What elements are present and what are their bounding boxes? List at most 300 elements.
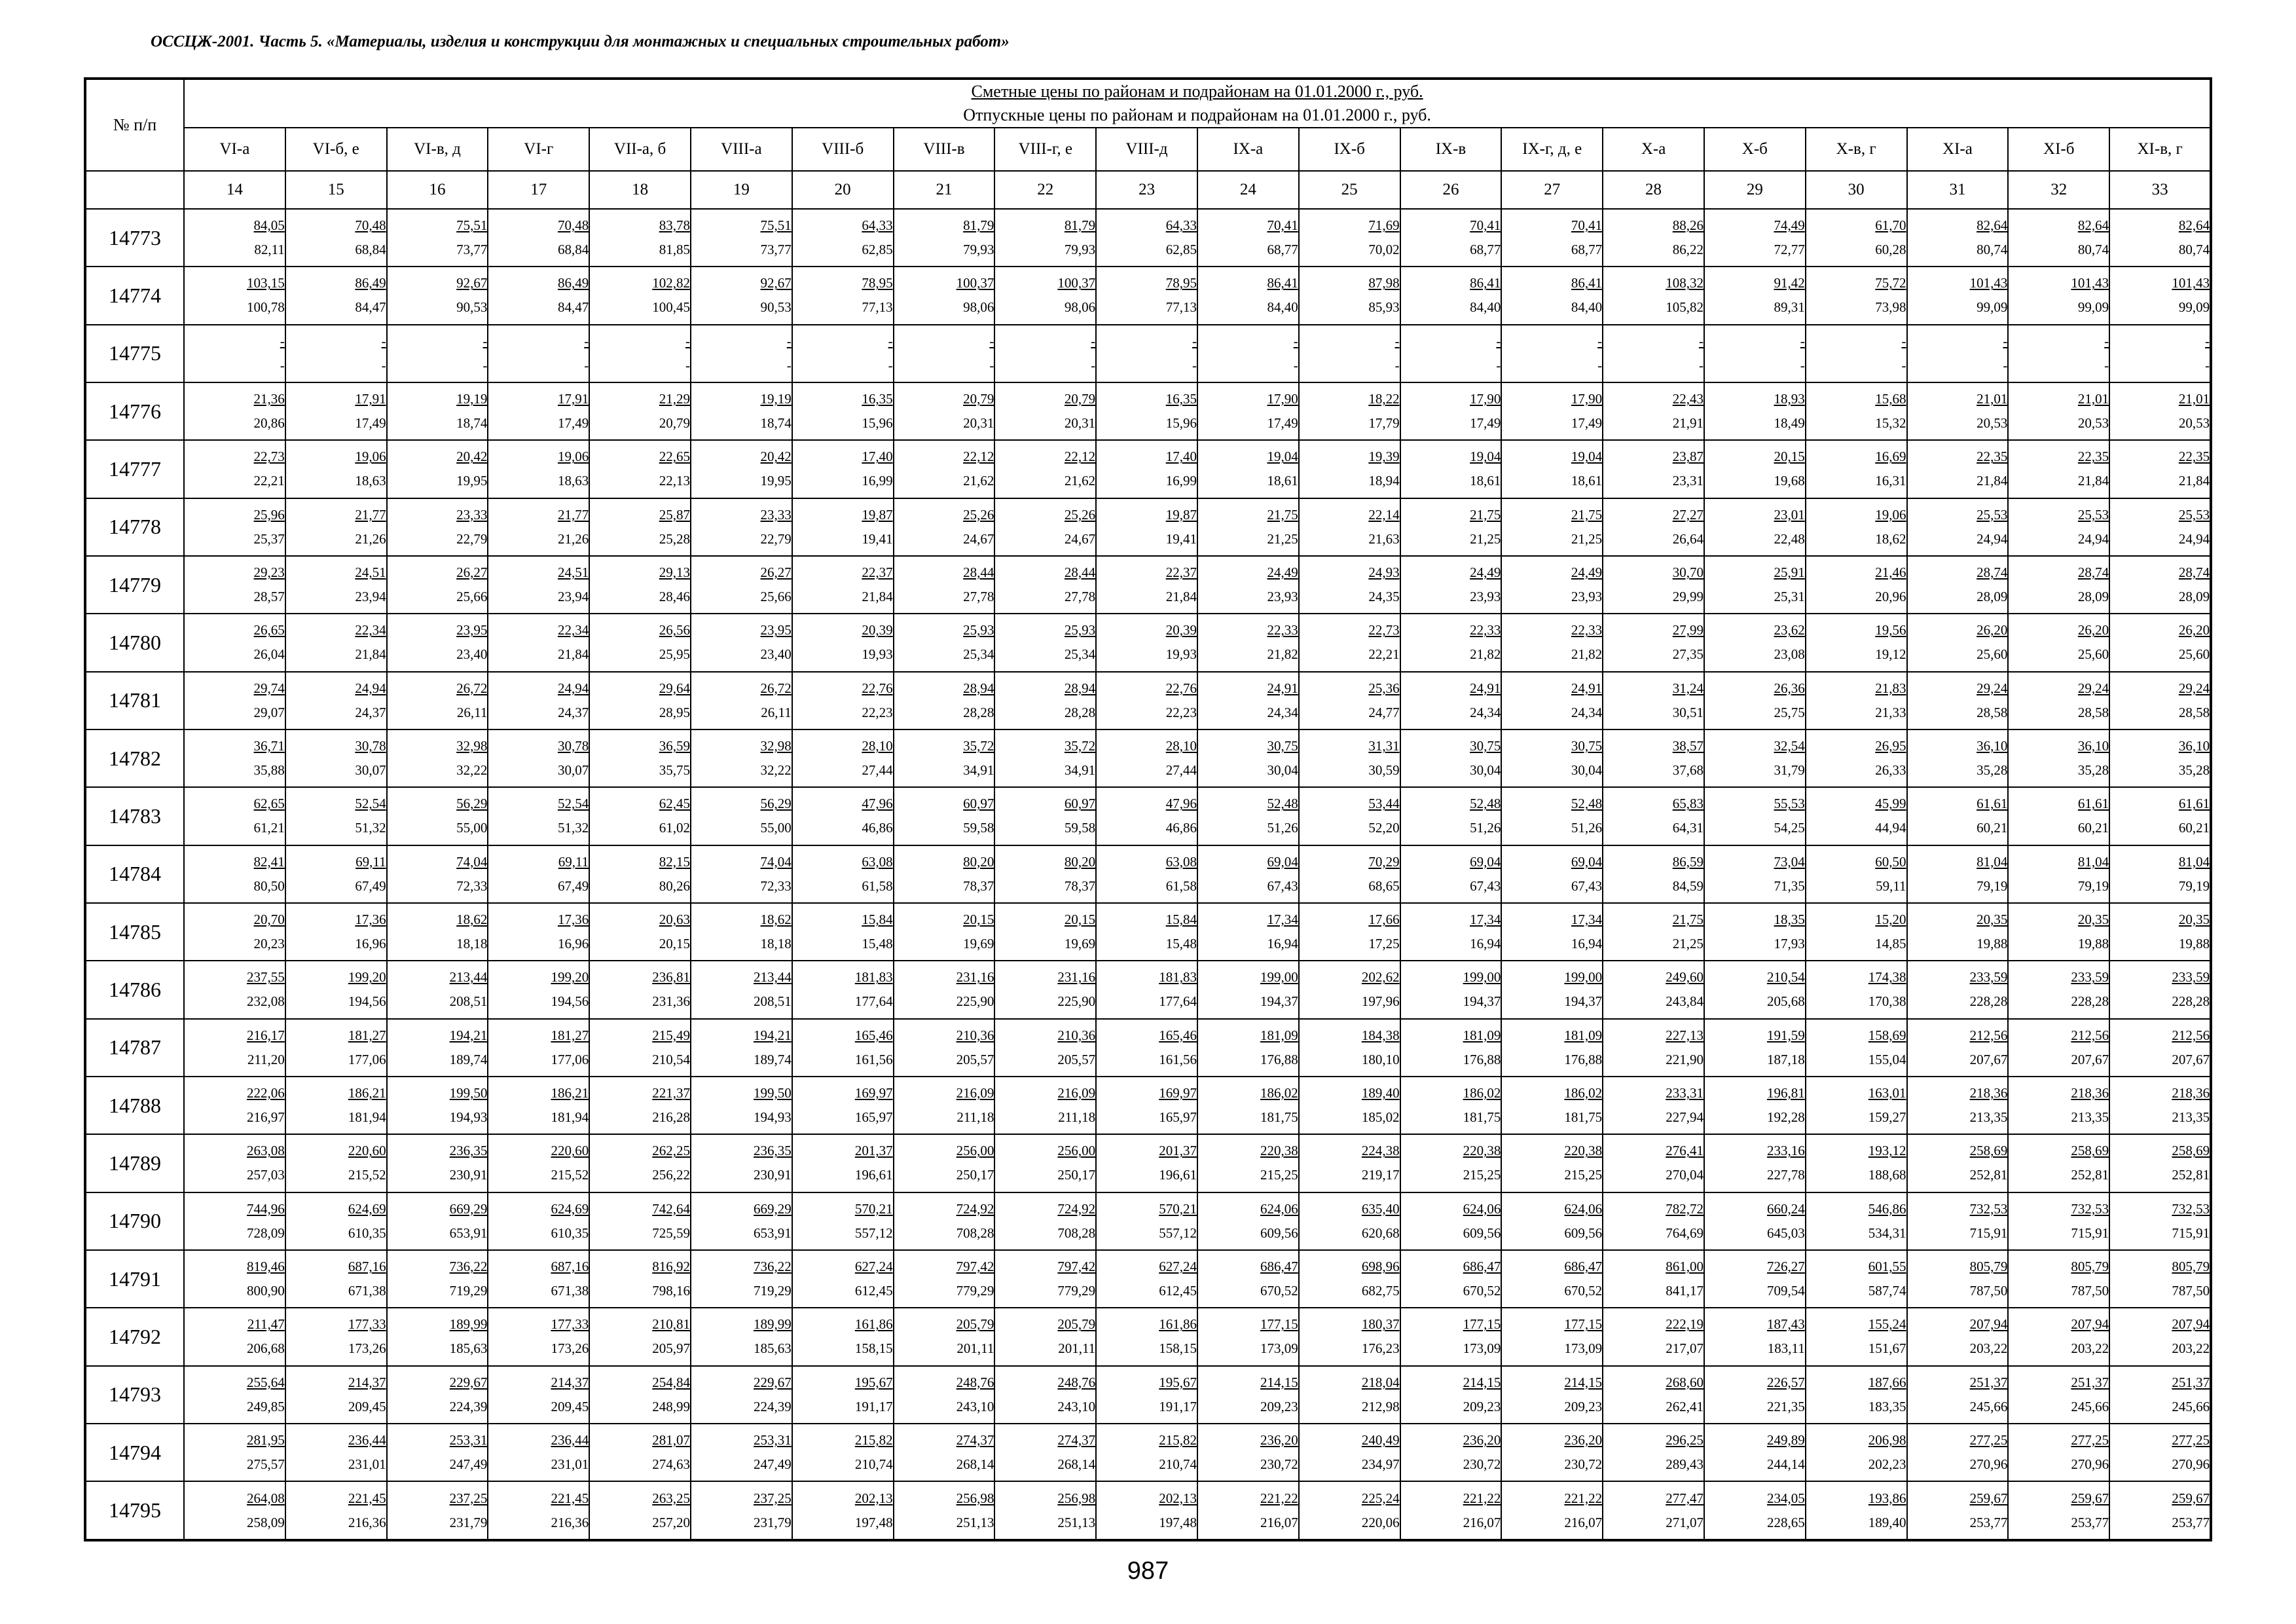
estimate-price: 216,17 <box>247 1027 285 1043</box>
price-cell <box>387 1250 488 1308</box>
price-cell <box>2109 787 2211 845</box>
estimate-price: 63,08 <box>862 853 893 870</box>
release-price: 72,77 <box>1774 242 1805 258</box>
region-header: VI-а <box>184 128 285 171</box>
price-cell <box>994 556 1096 614</box>
estimate-price: 189,99 <box>754 1316 792 1333</box>
price-cell <box>184 1019 285 1077</box>
table-row <box>85 961 2211 1018</box>
price-cell <box>1603 325 1704 382</box>
estimate-price: 221,22 <box>1564 1490 1603 1506</box>
estimate-price: 165,46 <box>1159 1027 1197 1043</box>
price-cell <box>285 614 387 671</box>
release-price: 20,53 <box>2077 415 2109 432</box>
price-cell <box>1603 614 1704 671</box>
release-price: - <box>1901 357 1906 373</box>
region-header: VII-а, б <box>589 128 691 171</box>
release-price: 98,06 <box>1064 299 1096 316</box>
release-price: 84,47 <box>355 299 386 316</box>
estimate-price: 207,94 <box>2071 1316 2109 1333</box>
release-price: 19,93 <box>1165 646 1197 663</box>
estimate-price: 277,25 <box>2172 1432 2210 1449</box>
estimate-price: 22,37 <box>862 564 893 581</box>
release-price: 79,93 <box>963 242 994 258</box>
table-row <box>85 845 2211 903</box>
estimate-price: 165,46 <box>854 1027 893 1043</box>
estimate-price: 103,15 <box>247 275 285 291</box>
price-cell <box>1907 267 2009 324</box>
price-cell <box>691 498 792 556</box>
estimate-price: 75,72 <box>1875 275 1906 291</box>
price-cell <box>1096 672 1197 729</box>
price-cell <box>589 1366 691 1424</box>
price-cell <box>2008 440 2109 498</box>
release-price: 19,69 <box>963 936 994 952</box>
price-cell <box>994 729 1096 787</box>
price-cell <box>387 556 488 614</box>
price-cell <box>792 1192 894 1250</box>
estimate-price: 218,36 <box>2071 1085 2109 1101</box>
price-cell <box>387 498 488 556</box>
estimate-price: 86,41 <box>1470 275 1501 291</box>
estimate-price: 216,09 <box>956 1085 994 1101</box>
release-price: 234,97 <box>1361 1456 1400 1473</box>
estimate-price: 70,41 <box>1267 217 1298 234</box>
release-price: 228,28 <box>2172 993 2210 1010</box>
price-cell <box>1501 1134 1603 1192</box>
estimate-price: 47,96 <box>1165 796 1197 812</box>
release-price: 16,94 <box>1267 936 1298 952</box>
release-price: 19,88 <box>1977 936 2008 952</box>
price-cell <box>589 672 691 729</box>
price-cell <box>994 1366 1096 1424</box>
table-row <box>85 209 2211 267</box>
release-price: 24,67 <box>963 530 994 547</box>
region-header: VIII-д <box>1096 128 1197 171</box>
price-cell <box>1806 1481 1907 1540</box>
release-price: - <box>1597 357 1603 373</box>
price-cell <box>1704 209 1806 267</box>
estimate-price: 25,26 <box>1064 506 1096 523</box>
price-cell <box>2008 903 2109 961</box>
estimate-price: 36,10 <box>2178 738 2210 754</box>
estimate-price: 214,37 <box>348 1374 386 1390</box>
estimate-price: 237,25 <box>449 1490 488 1506</box>
release-price: 270,96 <box>2071 1456 2109 1473</box>
price-cell <box>994 382 1096 440</box>
estimate-price: 262,25 <box>652 1143 690 1159</box>
price-cell <box>2109 267 2211 324</box>
release-price: 213,35 <box>2172 1109 2210 1126</box>
row-number: 14792 <box>85 1308 184 1365</box>
row-number: 14773 <box>85 209 184 267</box>
price-cell <box>1907 614 2009 671</box>
price-cell <box>589 267 691 324</box>
price-cell <box>2109 1250 2211 1308</box>
price-cell <box>1603 1077 1704 1134</box>
release-price: 18,74 <box>760 415 792 432</box>
price-cell <box>792 209 894 267</box>
estimate-price: 16,69 <box>1875 449 1906 465</box>
price-cell <box>184 1481 285 1540</box>
estimate-price: 236,35 <box>449 1143 488 1159</box>
price-cell <box>691 672 792 729</box>
column-number: 20 <box>792 171 894 209</box>
estimate-price: 25,53 <box>2178 506 2210 523</box>
estimate-price: 205,79 <box>956 1316 994 1333</box>
estimate-price: 22,33 <box>1267 622 1298 638</box>
estimate-price: 236,44 <box>551 1432 589 1449</box>
release-price: 61,58 <box>1165 877 1197 894</box>
column-number: 21 <box>894 171 995 209</box>
release-price: 17,49 <box>355 415 386 432</box>
price-cell <box>1907 787 2009 845</box>
row-number: 14788 <box>85 1077 184 1134</box>
estimate-price: 69,04 <box>1470 853 1501 870</box>
release-price: 15,48 <box>862 936 893 952</box>
release-price: 68,77 <box>1267 242 1298 258</box>
release-price: 15,96 <box>862 415 893 432</box>
estimate-price: 635,40 <box>1361 1200 1400 1217</box>
price-cell <box>2109 1481 2211 1540</box>
estimate-price: 20,42 <box>456 449 488 465</box>
estimate-price: 22,76 <box>1165 680 1197 696</box>
release-price: 28,28 <box>1064 704 1096 720</box>
table-row <box>85 267 2211 324</box>
estimate-price: 52,48 <box>1470 796 1501 812</box>
release-price: 216,97 <box>247 1109 285 1126</box>
price-cell <box>1299 1077 1400 1134</box>
price-cell <box>1400 325 1502 382</box>
price-cell <box>1603 1134 1704 1192</box>
estimate-price: 47,96 <box>862 796 893 812</box>
price-cell <box>387 729 488 787</box>
estimate-price: 82,41 <box>253 853 285 870</box>
price-cell <box>994 1134 1096 1192</box>
estimate-price: 249,89 <box>1767 1432 1805 1449</box>
column-number-row <box>85 171 2211 209</box>
estimate-price: 627,24 <box>1159 1259 1197 1275</box>
release-price: 25,34 <box>1064 646 1096 663</box>
price-cell <box>387 1019 488 1077</box>
release-price: 14,85 <box>1875 936 1906 952</box>
region-header: VIII-в <box>894 128 995 171</box>
estimate-price: 220,60 <box>551 1143 589 1159</box>
estimate-price: 82,64 <box>2077 217 2109 234</box>
price-cell <box>1704 1308 1806 1365</box>
estimate-price: 18,22 <box>1368 391 1400 407</box>
price-cell <box>387 1366 488 1424</box>
price-cell <box>1096 556 1197 614</box>
release-price: 21,84 <box>557 646 589 663</box>
price-cell <box>1806 1250 1907 1308</box>
price-cell <box>1704 845 1806 903</box>
release-price: 244,14 <box>1767 1456 1805 1473</box>
price-cell <box>1704 1366 1806 1424</box>
estimate-price: 28,10 <box>1165 738 1197 754</box>
price-cell <box>2008 1192 2109 1250</box>
release-price: 671,38 <box>348 1283 386 1299</box>
release-price: 245,66 <box>2172 1398 2210 1414</box>
price-cell <box>488 1192 589 1250</box>
release-price: 211,20 <box>247 1051 285 1067</box>
release-price: 17,49 <box>1571 415 1603 432</box>
release-price: 764,69 <box>1666 1225 1704 1241</box>
release-price: 196,61 <box>854 1167 893 1183</box>
estimate-price: 36,10 <box>1977 738 2008 754</box>
estimate-price: 570,21 <box>1159 1200 1197 1217</box>
release-price: 16,94 <box>1470 936 1501 952</box>
price-cell <box>387 961 488 1018</box>
price-cell <box>792 1308 894 1365</box>
release-price: 30,04 <box>1571 762 1603 779</box>
release-price: 209,45 <box>348 1398 386 1414</box>
price-cell <box>488 267 589 324</box>
estimate-price: 26,27 <box>456 564 488 581</box>
table-row <box>85 556 2211 614</box>
release-price: 79,19 <box>2178 877 2210 894</box>
estimate-price: 21,01 <box>1977 391 2008 407</box>
estimate-price: 236,35 <box>754 1143 792 1159</box>
estimate-price: 86,41 <box>1571 275 1603 291</box>
price-cell <box>589 903 691 961</box>
price-cell <box>488 440 589 498</box>
price-cell <box>894 267 995 324</box>
row-number: 14793 <box>85 1366 184 1424</box>
release-price: 23,40 <box>456 646 488 663</box>
price-cell <box>1907 325 2009 382</box>
release-price: 17,93 <box>1774 936 1805 952</box>
estimate-price: 82,15 <box>659 853 690 870</box>
release-price: 257,20 <box>652 1514 690 1530</box>
estimate-price: 55,53 <box>1774 796 1805 812</box>
price-cell <box>1197 672 1299 729</box>
release-price: 183,35 <box>1868 1398 1906 1414</box>
release-price: 671,38 <box>551 1283 589 1299</box>
estimate-price: 189,99 <box>449 1316 488 1333</box>
release-price: 216,36 <box>551 1514 589 1530</box>
estimate-price: 732,53 <box>1969 1200 2008 1217</box>
estimate-price: 210,54 <box>1767 969 1805 986</box>
release-price: 73,77 <box>456 242 488 258</box>
table-row <box>85 903 2211 961</box>
estimate-price: 23,33 <box>760 506 792 523</box>
release-price: 612,45 <box>1159 1283 1197 1299</box>
estimate-price: 30,78 <box>355 738 386 754</box>
estimate-price: 28,74 <box>2178 564 2210 581</box>
price-cell <box>2008 1366 2109 1424</box>
release-price: 213,35 <box>2071 1109 2109 1126</box>
price-cell <box>387 1308 488 1365</box>
column-number: 22 <box>994 171 1096 209</box>
estimate-price: 186,02 <box>1463 1085 1501 1101</box>
estimate-price: 21,75 <box>1267 506 1298 523</box>
release-price: 21,82 <box>1267 646 1298 663</box>
release-price: 228,28 <box>1969 993 2008 1010</box>
estimate-price: 861,00 <box>1666 1259 1704 1275</box>
release-price: 23,94 <box>355 589 386 605</box>
price-cell <box>285 440 387 498</box>
estimate-price: 25,93 <box>1064 622 1096 638</box>
release-price: 16,31 <box>1875 473 1906 489</box>
estimate-price: 78,95 <box>1165 275 1197 291</box>
estimate-price: 256,98 <box>1057 1490 1096 1506</box>
price-cell <box>994 672 1096 729</box>
price-cell <box>387 787 488 845</box>
release-price: 181,75 <box>1564 1109 1603 1126</box>
region-header: VI-г <box>488 128 589 171</box>
release-price: 18,61 <box>1267 473 1298 489</box>
release-price: - <box>888 357 893 373</box>
release-price: 268,14 <box>956 1456 994 1473</box>
estimate-price: 19,87 <box>1165 506 1197 523</box>
estimate-price: 19,06 <box>1875 506 1906 523</box>
release-price: 80,74 <box>1977 242 2008 258</box>
release-price: 26,11 <box>456 704 488 720</box>
release-price: 46,86 <box>1165 820 1197 836</box>
table-row <box>85 1077 2211 1134</box>
table-caption <box>184 79 2211 128</box>
release-price: 35,28 <box>2178 762 2210 779</box>
price-cell <box>1501 1250 1603 1308</box>
release-price: 21,84 <box>2077 473 2109 489</box>
estimate-price: 52,48 <box>1571 796 1603 812</box>
release-price: 268,14 <box>1057 1456 1096 1473</box>
price-cell <box>387 209 488 267</box>
release-price: 24,67 <box>1064 530 1096 547</box>
price-cell <box>488 382 589 440</box>
estimate-price: 35,72 <box>963 738 994 754</box>
table-row <box>85 729 2211 787</box>
release-price: 194,93 <box>754 1109 792 1126</box>
release-price: 78,37 <box>1064 877 1096 894</box>
price-cell <box>184 267 285 324</box>
release-price: 201,11 <box>1058 1340 1096 1357</box>
price-cell <box>1806 382 1907 440</box>
price-cell <box>589 961 691 1018</box>
price-cell <box>2008 209 2109 267</box>
price-cell <box>1400 267 1502 324</box>
release-price: 51,26 <box>1267 820 1298 836</box>
price-cell <box>1907 903 2009 961</box>
price-cell <box>1096 1481 1197 1540</box>
price-cell <box>691 614 792 671</box>
estimate-price: 624,06 <box>1463 1200 1501 1217</box>
estimate-price: 86,59 <box>1672 853 1704 870</box>
price-cell <box>894 614 995 671</box>
price-cell <box>1197 1308 1299 1365</box>
price-cell <box>894 672 995 729</box>
price-cell <box>994 614 1096 671</box>
release-price: 645,03 <box>1767 1225 1805 1241</box>
price-cell <box>2109 845 2211 903</box>
estimate-price: 199,20 <box>348 969 386 986</box>
price-cell <box>994 1019 1096 1077</box>
release-price: 84,40 <box>1571 299 1603 316</box>
row-number: 14779 <box>85 556 184 614</box>
price-cell <box>1806 961 1907 1018</box>
price-cell <box>1096 209 1197 267</box>
row-number: 14794 <box>85 1424 184 1481</box>
estimate-price: 193,86 <box>1868 1490 1906 1506</box>
release-price: 230,72 <box>1260 1456 1298 1473</box>
row-number: 14780 <box>85 614 184 671</box>
release-price: 227,94 <box>1666 1109 1704 1126</box>
release-price: 61,21 <box>253 820 285 836</box>
price-cell <box>184 729 285 787</box>
release-price: 215,52 <box>348 1167 386 1183</box>
release-price: 715,91 <box>1969 1225 2008 1241</box>
release-price: 21,26 <box>355 530 386 547</box>
release-price: 670,52 <box>1564 1283 1603 1299</box>
release-price: 51,26 <box>1571 820 1603 836</box>
price-cell <box>894 1308 995 1365</box>
price-cell <box>184 382 285 440</box>
release-price: 262,41 <box>1666 1398 1704 1414</box>
price-cell <box>994 961 1096 1018</box>
price-cell <box>2109 961 2211 1018</box>
estimate-price: 202,62 <box>1361 969 1400 986</box>
estimate-price: 216,09 <box>1057 1085 1096 1101</box>
release-price: 71,35 <box>1774 877 1805 894</box>
price-cell <box>1806 1192 1907 1250</box>
estimate-price: 23,95 <box>456 622 488 638</box>
price-cell <box>488 729 589 787</box>
release-price: 251,13 <box>1057 1514 1096 1530</box>
estimate-price: 202,13 <box>1159 1490 1197 1506</box>
release-price: 194,93 <box>449 1109 488 1126</box>
price-cell <box>894 209 995 267</box>
release-price: 252,81 <box>2071 1167 2109 1183</box>
estimate-price: 207,94 <box>1969 1316 2008 1333</box>
estimate-price: 20,70 <box>253 912 285 928</box>
release-price: 215,52 <box>551 1167 589 1183</box>
price-cell <box>2109 1077 2211 1134</box>
release-price: 609,56 <box>1564 1225 1603 1241</box>
estimate-price: 263,08 <box>247 1143 285 1159</box>
release-price: 68,65 <box>1368 877 1400 894</box>
price-cell <box>488 1308 589 1365</box>
price-cell <box>1197 1481 1299 1540</box>
price-cell <box>1096 1134 1197 1192</box>
estimate-price: - <box>1293 333 1298 349</box>
price-cell <box>1197 1366 1299 1424</box>
price-cell <box>1603 267 1704 324</box>
price-cell <box>1299 1192 1400 1250</box>
row-number: 14787 <box>85 1019 184 1077</box>
estimate-price: 805,79 <box>2172 1259 2210 1275</box>
price-cell <box>184 1192 285 1250</box>
price-cell <box>285 1481 387 1540</box>
estimate-price: 17,90 <box>1470 391 1501 407</box>
estimate-price: 281,95 <box>247 1432 285 1449</box>
price-cell <box>285 1366 387 1424</box>
price-cell <box>1096 729 1197 787</box>
release-price: 274,63 <box>652 1456 690 1473</box>
estimate-price: 61,61 <box>2178 796 2210 812</box>
release-price: 25,66 <box>456 589 488 605</box>
price-cell <box>2008 382 2109 440</box>
price-cell <box>589 1481 691 1540</box>
release-price: - <box>2003 357 2008 373</box>
estimate-price: 570,21 <box>854 1200 893 1217</box>
price-cell <box>184 1250 285 1308</box>
estimate-price: 21,01 <box>2077 391 2109 407</box>
price-cell <box>184 325 285 382</box>
estimate-price: 20,35 <box>1977 912 2008 928</box>
release-price: 60,21 <box>2178 820 2210 836</box>
estimate-price: 624,06 <box>1564 1200 1603 1217</box>
